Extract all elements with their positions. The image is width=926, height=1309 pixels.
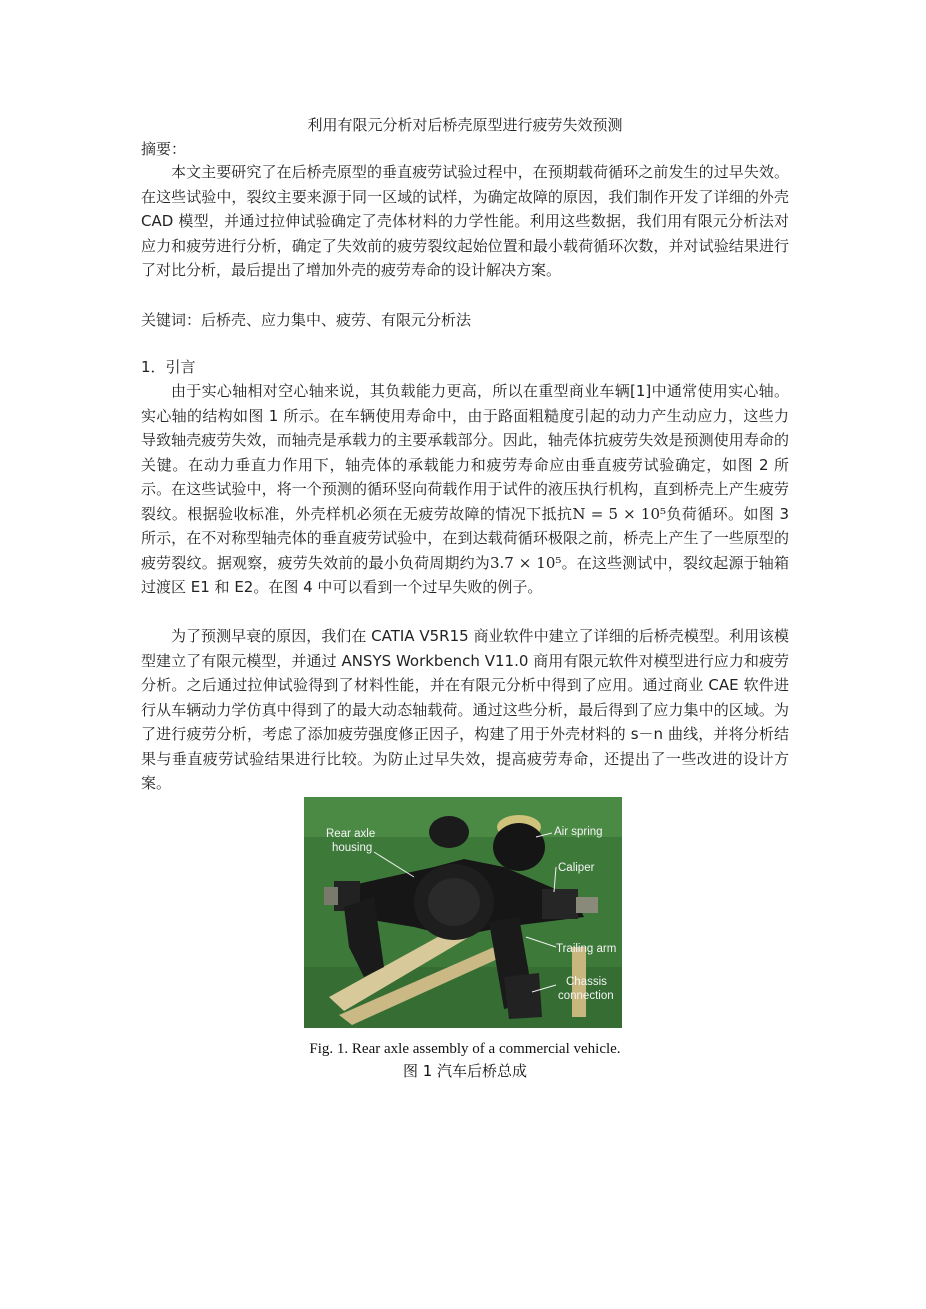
label-caliper: Caliper — [558, 862, 595, 874]
paper-title: 利用有限元分析对后桥壳原型进行疲劳失效预测 — [307, 116, 623, 134]
label-rear-axle-line2: housing — [332, 842, 373, 854]
label-chassis-line1: Chassis — [566, 976, 607, 988]
intro-paragraph-2: 为了预测早衰的原因，我们在 CATIA V5R15 商业软件中建立了详细的后桥壳模型。利用该模型建立了有限元模型，并通过 ANSYS Workbench V11.0 商用有限元软件对模型进行应力和疲劳分析。之后通过拉伸试验得到了材料性能，并在有限元分析中得到了应用。通过商业 CAE 软件进行从车辆动力学仿真中得到了的最大动态轴载荷。通过这些分析，最后得到了应力集中的区域。为了进行疲劳分析，考虑了添加疲劳强度修正因子，构建了用于外壳材料的 s－n 曲线，并将分析结果与垂直疲劳试验结果进行比较。为防止过早失效，提高疲劳寿命，还提出了一些改进的设计方案。 — [141, 627, 789, 792]
figure-caption-english: Fig. 1. Rear axle assembly of a commercial vehicle. — [309, 1041, 621, 1057]
keywords: 关键词：后桥壳、应力集中、疲劳、有限元分析法 — [141, 311, 472, 329]
label-chassis-line2: connection — [558, 990, 614, 1002]
label-air-spring: Air spring — [554, 826, 603, 838]
intro-paragraph-1 — [141, 379, 789, 600]
equation-n-cycles: N = 5 × 10⁵ — [572, 504, 667, 523]
abstract-label: 摘要： — [141, 140, 187, 158]
intro-p1-text-b: 负荷循环。如图 3 所示，在不对称型轴壳体的垂直疲劳试验中，在到达载荷循环极限之前，桥壳上产生了一些原型的疲劳裂纹。据观察，疲劳失效前的最小负荷周期约为 — [141, 504, 789, 572]
rear-axle-photo — [304, 797, 622, 1028]
label-rear-axle-line1: Rear axle — [326, 828, 376, 840]
section-1-heading: 1．引言 — [141, 358, 196, 376]
intro-p1-text-c: 。在这些测试中，裂纹起源于轴箱过渡区 E1 和 E2。在图 4 中可以看到一个过早失败的例子。 — [141, 553, 789, 596]
figure-caption-chinese: 图 1 汽车后桥总成 — [402, 1062, 528, 1080]
label-trailing-arm: Trailing arm — [556, 943, 617, 955]
intro-p1-text-a: 由于实心轴相对空心轴来说，其负载能力更高，所以在重型商业车辆[1]中通常使用实心轴。实心轴的结构如图 1 所示。在车辆使用寿命中，由于路面粗糙度引起的动力产生动应力，这些力导致轴壳疲劳失效，而轴壳是承载力的主要承载部分。因此，轴壳体抗疲劳失效是预测使用寿命的关键。在动力垂直力作用下，轴壳体的承载能力和疲劳寿命应由垂直疲劳试验确定，如图 2 所示。在这些试验中，将一个预测的循环竖向荷载作用于试件的液压执行机构，直到桥壳上产生疲劳裂纹。根据验收标准，外壳样机必须在无疲劳故障的情况下抵抗 — [141, 382, 789, 523]
equation-min-cycles: 3.7 × 10⁵ — [489, 553, 562, 572]
abstract-paragraph: 本文主要研究了在后桥壳原型的垂直疲劳试验过程中，在预期载荷循环之前发生的过早失效。在这些试验中，裂纹主要来源于同一区域的试样，为确定故障的原因，我们制作开发了详细的外壳 CAD 模型，并通过拉伸试验确定了壳体材料的力学性能。利用这些数据，我们用有限元分析法对应力和疲劳进行分析，确定了失效前的疲劳裂纹起始位置和最小载荷循环次数，并对试验结果进行了对比分析，最后提出了增加外壳的疲劳寿命的设计解决方案。 — [141, 163, 789, 279]
